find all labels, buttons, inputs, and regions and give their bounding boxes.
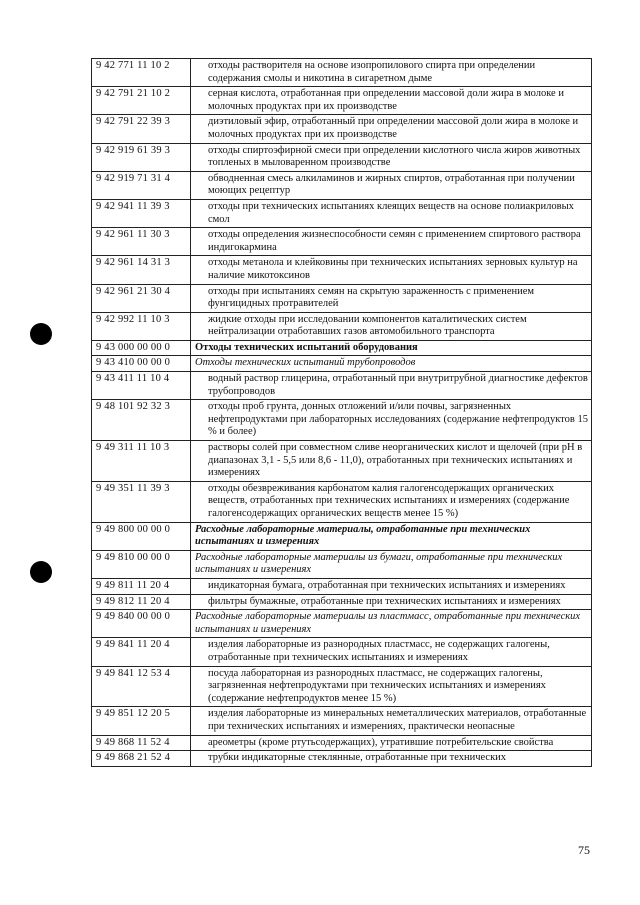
waste-description-cell: изделия лабораторные из минеральных неметаллических материалов, отработанные при технических испытаниях и измерениях, практически неопасные	[191, 707, 592, 735]
punch-hole-mark	[30, 561, 52, 583]
waste-description-cell: ареометры (кроме ртутьсодержащих), утратившие потребительские свойства	[191, 735, 592, 751]
waste-code-cell: 9 42 961 11 30 3	[92, 228, 191, 256]
table-row	[92, 340, 592, 356]
table-row	[92, 143, 592, 171]
waste-code-cell: 9 42 941 11 39 3	[92, 199, 191, 227]
waste-description-cell: диэтиловый эфир, отработанный при определении массовой доли жира в молоке и молочных продуктах при их производстве	[191, 115, 592, 143]
waste-description-cell: отходы спиртоэфирной смеси при определении кислотного числа жиров животных топленых в мыловаренном производстве	[191, 143, 592, 171]
page-number: 75	[578, 843, 590, 857]
waste-code-cell: 9 49 851 12 20 5	[92, 707, 191, 735]
waste-code-cell: 9 42 919 71 31 4	[92, 171, 191, 199]
waste-code-cell: 9 42 771 11 10 2	[92, 59, 191, 87]
waste-description-cell: отходы при технических испытаниях клеящих веществ на основе полиакриловых смол	[191, 199, 592, 227]
waste-code-cell: 9 49 868 11 52 4	[92, 735, 191, 751]
table-body	[92, 59, 592, 767]
waste-description-cell: отходы обезвреживания карбонатом калия галогенсодержащих органических веществ, отработанных при технических испытаниях и измерениях (содержание галогенсодержащих органических веществ менее 15 %)	[191, 481, 592, 522]
table-row	[92, 638, 592, 666]
waste-description-cell: отходы определения жизнеспособности семян с применением спиртового раствора индигокармина	[191, 228, 592, 256]
punch-hole-mark	[30, 323, 52, 345]
table-row	[92, 59, 592, 87]
waste-description-cell: посуда лабораторная из разнородных пластмасс, не содержащих галогены, загрязненная нефтепродуктами при технических испытаниях и измерениях (содержание нефтепродуктов менее 15 %)	[191, 666, 592, 707]
waste-code-cell: 9 42 791 22 39 3	[92, 115, 191, 143]
table-row	[92, 610, 592, 638]
waste-description-cell: трубки индикаторные стеклянные, отработанные при технических	[191, 751, 592, 767]
waste-description-cell: обводненная смесь алкиламинов и жирных спиртов, отработанная при получении моющих рецептур	[191, 171, 592, 199]
waste-description-cell: индикаторная бумага, отработанная при технических испытаниях и измерениях	[191, 578, 592, 594]
waste-description-cell: водный раствор глицерина, отработанный при внутритрубной диагностике дефектов трубопроводов	[191, 372, 592, 400]
table-row	[92, 578, 592, 594]
waste-description-cell: изделия лабораторные из разнородных пластмасс, не содержащих галогены, отработанные при технических испытаниях и измерениях	[191, 638, 592, 666]
waste-code-cell: 9 42 961 21 30 4	[92, 284, 191, 312]
waste-description-cell: отходы растворителя на основе изопропилового спирта при определении содержания смолы и никотина в сигаретном дыме	[191, 59, 592, 87]
waste-code-cell: 9 48 101 92 32 3	[92, 400, 191, 441]
waste-code-cell: 9 49 811 11 20 4	[92, 578, 191, 594]
waste-code-cell: 9 43 410 00 00 0	[92, 356, 191, 372]
table-row	[92, 199, 592, 227]
waste-code-cell: 9 49 841 11 20 4	[92, 638, 191, 666]
waste-description-cell: жидкие отходы при исследовании компонентов каталитических систем нейтрализации отработавших газов автомобильного транспорта	[191, 312, 592, 340]
waste-description-cell: отходы метанола и клейковины при технических испытаниях зерновых культур на наличие микотоксинов	[191, 256, 592, 284]
waste-description-cell: Расходные лабораторные материалы, отработанные при технических испытаниях и измерениях	[191, 522, 592, 550]
waste-code-cell: 9 43 000 00 00 0	[92, 340, 191, 356]
table-row	[92, 312, 592, 340]
table-row	[92, 481, 592, 522]
table-row	[92, 594, 592, 610]
table-row	[92, 171, 592, 199]
waste-code-cell: 9 42 791 21 10 2	[92, 87, 191, 115]
waste-code-cell: 9 49 311 11 10 3	[92, 441, 191, 482]
table-row	[92, 356, 592, 372]
waste-code-cell: 9 43 411 11 10 4	[92, 372, 191, 400]
table-row	[92, 228, 592, 256]
waste-description-cell: серная кислота, отработанная при определении массовой доли жира в молоке и молочных продуктах при их производстве	[191, 87, 592, 115]
waste-code-cell: 9 49 841 12 53 4	[92, 666, 191, 707]
waste-description-cell: отходы проб грунта, донных отложений и/или почвы, загрязненных нефтепродуктами при лабораторных исследованиях (содержание нефтепродуктов 15 % и более)	[191, 400, 592, 441]
waste-code-cell: 9 49 840 00 00 0	[92, 610, 191, 638]
table-row	[92, 735, 592, 751]
table-row	[92, 284, 592, 312]
table-row	[92, 400, 592, 441]
waste-code-cell: 9 42 961 14 31 3	[92, 256, 191, 284]
waste-code-cell: 9 49 800 00 00 0	[92, 522, 191, 550]
table-row	[92, 372, 592, 400]
waste-description-cell: Отходы технических испытаний оборудования	[191, 340, 592, 356]
waste-code-cell: 9 49 810 00 00 0	[92, 550, 191, 578]
waste-code-cell: 9 49 868 21 52 4	[92, 751, 191, 767]
waste-code-cell: 9 49 812 11 20 4	[92, 594, 191, 610]
waste-code-cell: 9 42 992 11 10 3	[92, 312, 191, 340]
table-row	[92, 441, 592, 482]
waste-description-cell: отходы при испытаниях семян на скрытую зараженность с применением фунгицидных протравителей	[191, 284, 592, 312]
table-row	[92, 751, 592, 767]
table-row	[92, 666, 592, 707]
table-row	[92, 522, 592, 550]
waste-description-cell: Расходные лабораторные материалы из пластмасс, отработанные при технических испытаниях и измерениях	[191, 610, 592, 638]
table-row	[92, 87, 592, 115]
table-row	[92, 256, 592, 284]
waste-description-cell: Расходные лабораторные материалы из бумаги, отработанные при технических испытаниях и измерениях	[191, 550, 592, 578]
waste-code-cell: 9 42 919 61 39 3	[92, 143, 191, 171]
waste-classification-table	[91, 58, 592, 767]
waste-code-cell: 9 49 351 11 39 3	[92, 481, 191, 522]
waste-description-cell: Отходы технических испытаний трубопроводов	[191, 356, 592, 372]
table-row	[92, 115, 592, 143]
table-row	[92, 707, 592, 735]
waste-description-cell: растворы солей при совместном сливе неорганических кислот и щелочей (при pH в диапазонах 3,1 - 5,5 или 8,6 - 11,0), отработанных при технических испытаниях и измерениях	[191, 441, 592, 482]
table-row	[92, 550, 592, 578]
waste-description-cell: фильтры бумажные, отработанные при технических испытаниях и измерениях	[191, 594, 592, 610]
